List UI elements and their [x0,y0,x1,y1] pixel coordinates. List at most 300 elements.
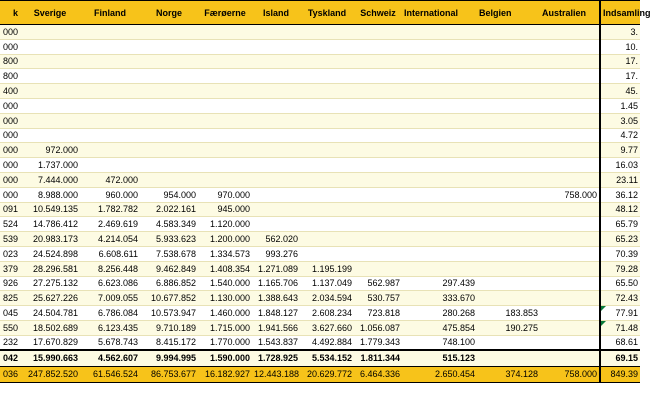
table-cell[interactable] [252,98,300,113]
table-cell[interactable]: 825 [0,291,20,306]
table-cell[interactable] [477,172,540,187]
grand-total-cell[interactable]: 036 [0,366,20,382]
table-cell[interactable]: 562.020 [252,232,300,247]
table-cell[interactable] [402,202,477,217]
table-cell[interactable] [354,84,402,99]
table-cell[interactable]: 45. [600,84,640,99]
table-cell[interactable]: 1.388.643 [252,291,300,306]
table-cell[interactable] [198,25,252,40]
table-cell[interactable] [198,39,252,54]
table-cell[interactable] [402,172,477,187]
table-cell[interactable]: 1.334.573 [198,246,252,261]
table-cell[interactable] [140,84,198,99]
table-cell[interactable] [80,98,140,113]
table-cell[interactable]: 400 [0,84,20,99]
column-header-schweiz[interactable]: Schweiz [354,1,402,25]
grand-total-cell[interactable]: 849.39 [600,366,640,382]
table-cell[interactable]: 1.460.000 [198,306,252,321]
table-cell[interactable]: 3. [600,25,640,40]
table-cell[interactable] [354,25,402,40]
grand-total-cell[interactable]: 758.000 [540,366,600,382]
table-cell[interactable] [477,84,540,99]
table-cell[interactable] [252,69,300,84]
table-cell[interactable]: 530.757 [354,291,402,306]
table-cell[interactable]: 550 [0,320,20,335]
table-cell[interactable] [140,54,198,69]
table-cell[interactable] [140,113,198,128]
grand-total-cell[interactable]: 20.629.772 [300,366,354,382]
column-header-k[interactable]: k [0,1,20,25]
table-cell[interactable] [198,113,252,128]
table-cell[interactable]: 2.608.234 [300,306,354,321]
table-cell[interactable]: 5.933.623 [140,232,198,247]
table-cell[interactable]: 10.677.852 [140,291,198,306]
grand-total-cell[interactable]: 86.753.677 [140,366,198,382]
table-cell[interactable]: 2.469.619 [80,217,140,232]
table-cell[interactable]: 000 [0,39,20,54]
table-cell[interactable]: 190.275 [477,320,540,335]
table-cell[interactable] [300,25,354,40]
table-cell[interactable] [477,54,540,69]
table-cell[interactable] [20,113,80,128]
table-cell[interactable]: 48.12 [600,202,640,217]
sum-cell[interactable]: 1.811.344 [354,350,402,366]
table-cell[interactable] [252,54,300,69]
grand-total-cell[interactable]: 374.128 [477,366,540,382]
table-cell[interactable]: 6.123.435 [80,320,140,335]
table-cell[interactable] [402,187,477,202]
table-cell[interactable] [402,54,477,69]
table-cell[interactable]: 539 [0,232,20,247]
table-cell[interactable]: 1.200.000 [198,232,252,247]
table-cell[interactable] [140,172,198,187]
table-cell[interactable] [402,128,477,143]
table-cell[interactable]: 000 [0,128,20,143]
table-cell[interactable]: 000 [0,172,20,187]
table-cell[interactable] [252,39,300,54]
table-cell[interactable]: 4.72 [600,128,640,143]
table-cell[interactable]: 10.549.135 [20,202,80,217]
table-cell[interactable]: 524 [0,217,20,232]
table-cell[interactable]: 70.39 [600,246,640,261]
table-cell[interactable] [540,113,600,128]
table-cell[interactable]: 800 [0,69,20,84]
table-cell[interactable] [477,69,540,84]
table-cell[interactable] [20,84,80,99]
table-cell[interactable]: 945.000 [198,202,252,217]
table-cell[interactable] [300,187,354,202]
table-cell[interactable] [354,232,402,247]
sum-cell[interactable] [477,350,540,366]
table-cell[interactable]: 3.05 [600,113,640,128]
sum-cell[interactable]: 515.123 [402,350,477,366]
table-cell[interactable] [540,143,600,158]
table-cell[interactable]: 000 [0,113,20,128]
table-cell[interactable] [198,128,252,143]
table-cell[interactable] [198,54,252,69]
table-cell[interactable] [477,25,540,40]
table-cell[interactable] [354,143,402,158]
table-cell[interactable]: 10.573.947 [140,306,198,321]
table-cell[interactable]: 1.540.000 [198,276,252,291]
table-cell[interactable] [540,291,600,306]
table-cell[interactable] [80,39,140,54]
table-cell[interactable] [252,158,300,173]
sum-cell[interactable]: 1.728.925 [252,350,300,366]
table-cell[interactable]: 36.12 [600,187,640,202]
table-cell[interactable]: 475.854 [402,320,477,335]
grand-total-cell[interactable]: 12.443.188 [252,366,300,382]
table-cell[interactable] [540,306,600,321]
table-cell[interactable] [252,217,300,232]
table-cell[interactable] [477,335,540,350]
table-cell[interactable] [198,98,252,113]
table-cell[interactable]: 1.130.000 [198,291,252,306]
table-cell[interactable]: 17. [600,69,640,84]
table-cell[interactable] [477,98,540,113]
table-cell[interactable] [402,84,477,99]
table-cell[interactable]: 1.45 [600,98,640,113]
table-cell[interactable]: 562.987 [354,276,402,291]
table-cell[interactable] [354,98,402,113]
table-cell[interactable]: 1.782.782 [80,202,140,217]
table-cell[interactable]: 14.786.412 [20,217,80,232]
table-cell[interactable] [198,84,252,99]
table-cell[interactable]: 7.009.055 [80,291,140,306]
table-cell[interactable]: 7.538.678 [140,246,198,261]
table-cell[interactable] [140,143,198,158]
table-cell[interactable] [252,25,300,40]
table-cell[interactable]: 24.504.781 [20,306,80,321]
column-header-sverige[interactable]: Sverige [20,1,80,25]
table-cell[interactable]: 17.670.829 [20,335,80,350]
table-cell[interactable]: 27.275.132 [20,276,80,291]
table-cell[interactable] [402,158,477,173]
table-cell[interactable]: 28.296.581 [20,261,80,276]
grand-total-cell[interactable]: 16.182.927 [198,366,252,382]
table-cell[interactable] [80,113,140,128]
table-cell[interactable]: 65.79 [600,217,640,232]
table-cell[interactable]: 297.439 [402,276,477,291]
table-cell[interactable] [252,128,300,143]
table-cell[interactable] [477,143,540,158]
table-cell[interactable] [540,158,600,173]
table-cell[interactable]: 72.43 [600,291,640,306]
table-cell[interactable] [80,69,140,84]
table-cell[interactable]: 17. [600,54,640,69]
table-cell[interactable] [540,261,600,276]
table-cell[interactable]: 71.48 [600,320,640,335]
table-cell[interactable]: 9.710.189 [140,320,198,335]
table-cell[interactable]: 6.886.852 [140,276,198,291]
table-cell[interactable] [80,84,140,99]
table-cell[interactable] [540,98,600,113]
table-cell[interactable] [540,69,600,84]
table-cell[interactable] [540,320,600,335]
table-cell[interactable] [402,113,477,128]
table-cell[interactable] [354,39,402,54]
table-cell[interactable]: 333.670 [402,291,477,306]
table-cell[interactable]: 79.28 [600,261,640,276]
table-cell[interactable]: 183.853 [477,306,540,321]
table-cell[interactable] [80,54,140,69]
table-cell[interactable]: 1.941.566 [252,320,300,335]
sum-cell[interactable]: 9.994.995 [140,350,198,366]
table-cell[interactable]: 1.848.127 [252,306,300,321]
table-cell[interactable] [300,172,354,187]
table-cell[interactable]: 1.137.049 [300,276,354,291]
table-cell[interactable]: 4.583.349 [140,217,198,232]
table-cell[interactable] [198,69,252,84]
table-cell[interactable] [477,291,540,306]
table-cell[interactable]: 25.627.226 [20,291,80,306]
table-cell[interactable] [540,54,600,69]
table-cell[interactable]: 723.818 [354,306,402,321]
table-cell[interactable] [300,246,354,261]
table-cell[interactable]: 045 [0,306,20,321]
table-cell[interactable]: 8.988.000 [20,187,80,202]
table-cell[interactable] [140,98,198,113]
table-cell[interactable]: 091 [0,202,20,217]
table-cell[interactable] [198,172,252,187]
table-cell[interactable] [300,98,354,113]
table-cell[interactable]: 1.271.089 [252,261,300,276]
table-cell[interactable] [300,202,354,217]
sum-cell[interactable]: 5.534.152 [300,350,354,366]
table-cell[interactable]: 280.268 [402,306,477,321]
table-cell[interactable] [477,202,540,217]
table-cell[interactable] [402,232,477,247]
table-cell[interactable] [540,246,600,261]
table-cell[interactable] [354,172,402,187]
table-cell[interactable] [300,84,354,99]
table-cell[interactable] [80,128,140,143]
table-cell[interactable]: 954.000 [140,187,198,202]
table-cell[interactable]: 23.11 [600,172,640,187]
sum-cell[interactable]: 042 [0,350,20,366]
table-cell[interactable] [300,113,354,128]
table-cell[interactable]: 65.50 [600,276,640,291]
table-cell[interactable] [477,276,540,291]
table-cell[interactable] [300,69,354,84]
column-header-australien[interactable]: Australien [540,1,600,25]
table-cell[interactable]: 2.022.161 [140,202,198,217]
sum-cell[interactable]: 4.562.607 [80,350,140,366]
table-cell[interactable]: 16.03 [600,158,640,173]
table-cell[interactable]: 000 [0,187,20,202]
column-header-norge[interactable]: Norge [140,1,198,25]
table-cell[interactable] [540,335,600,350]
table-cell[interactable]: 000 [0,25,20,40]
table-cell[interactable] [300,54,354,69]
table-cell[interactable]: 65.23 [600,232,640,247]
table-cell[interactable] [140,25,198,40]
sum-cell[interactable]: 69.15 [600,350,640,366]
table-cell[interactable] [540,276,600,291]
table-cell[interactable]: 4.214.054 [80,232,140,247]
table-cell[interactable] [252,113,300,128]
table-cell[interactable] [477,187,540,202]
table-cell[interactable]: 748.100 [402,335,477,350]
table-cell[interactable]: 1.408.354 [198,261,252,276]
table-cell[interactable]: 023 [0,246,20,261]
table-cell[interactable]: 1.056.087 [354,320,402,335]
table-cell[interactable] [80,158,140,173]
table-cell[interactable] [540,128,600,143]
table-cell[interactable] [540,25,600,40]
table-cell[interactable] [252,143,300,158]
table-cell[interactable]: 8.415.172 [140,335,198,350]
table-cell[interactable]: 1.779.343 [354,335,402,350]
table-cell[interactable]: 960.000 [80,187,140,202]
table-cell[interactable] [477,128,540,143]
table-cell[interactable]: 970.000 [198,187,252,202]
table-cell[interactable]: 1.770.000 [198,335,252,350]
table-cell[interactable] [354,202,402,217]
table-cell[interactable] [540,84,600,99]
table-cell[interactable]: 926 [0,276,20,291]
table-cell[interactable] [20,39,80,54]
table-cell[interactable] [540,232,600,247]
table-cell[interactable] [477,113,540,128]
table-cell[interactable] [540,172,600,187]
table-cell[interactable] [354,246,402,261]
table-cell[interactable] [540,39,600,54]
table-cell[interactable] [540,202,600,217]
table-cell[interactable]: 68.61 [600,335,640,350]
grand-total-cell[interactable]: 2.650.454 [402,366,477,382]
table-cell[interactable] [354,113,402,128]
table-cell[interactable] [198,158,252,173]
table-cell[interactable]: 6.608.611 [80,246,140,261]
table-cell[interactable]: 6.623.086 [80,276,140,291]
table-cell[interactable] [402,143,477,158]
table-cell[interactable] [354,128,402,143]
table-cell[interactable] [20,98,80,113]
table-cell[interactable] [402,217,477,232]
column-header-belgien[interactable]: Belgien [477,1,540,25]
table-cell[interactable]: 1.165.706 [252,276,300,291]
table-cell[interactable] [20,128,80,143]
table-cell[interactable]: 4.492.884 [300,335,354,350]
table-cell[interactable]: 800 [0,54,20,69]
table-cell[interactable] [300,217,354,232]
table-cell[interactable]: 1.543.837 [252,335,300,350]
table-cell[interactable] [540,217,600,232]
sum-cell[interactable] [540,350,600,366]
table-cell[interactable]: 379 [0,261,20,276]
table-cell[interactable] [20,54,80,69]
table-cell[interactable]: 000 [0,143,20,158]
table-cell[interactable] [300,39,354,54]
column-header-finland[interactable]: Finland [80,1,140,25]
table-cell[interactable] [477,246,540,261]
table-cell[interactable]: 472.000 [80,172,140,187]
column-header-international[interactable]: International [402,1,477,25]
table-cell[interactable]: 1.195.199 [300,261,354,276]
table-cell[interactable] [20,25,80,40]
table-cell[interactable] [354,261,402,276]
table-cell[interactable]: 1.715.000 [198,320,252,335]
table-cell[interactable] [477,261,540,276]
table-cell[interactable]: 18.502.689 [20,320,80,335]
table-cell[interactable]: 000 [0,98,20,113]
table-cell[interactable] [402,69,477,84]
table-cell[interactable]: 993.276 [252,246,300,261]
table-cell[interactable] [402,98,477,113]
table-cell[interactable] [252,172,300,187]
table-cell[interactable]: 232 [0,335,20,350]
table-cell[interactable]: 24.524.898 [20,246,80,261]
table-cell[interactable]: 77.91 [600,306,640,321]
table-cell[interactable]: 972.000 [20,143,80,158]
table-cell[interactable] [477,158,540,173]
column-header-indsamling[interactable]: Indsamling [600,1,640,25]
table-cell[interactable] [402,246,477,261]
table-cell[interactable] [477,232,540,247]
table-cell[interactable] [140,69,198,84]
table-cell[interactable] [300,232,354,247]
table-cell[interactable]: 1.120.000 [198,217,252,232]
table-cell[interactable]: 000 [0,158,20,173]
table-cell[interactable] [80,25,140,40]
table-cell[interactable]: 6.786.084 [80,306,140,321]
table-cell[interactable] [354,54,402,69]
table-cell[interactable] [140,39,198,54]
grand-total-cell[interactable]: 61.546.524 [80,366,140,382]
table-cell[interactable] [252,202,300,217]
table-cell[interactable]: 10. [600,39,640,54]
grand-total-cell[interactable]: 247.852.520 [20,366,80,382]
table-cell[interactable]: 7.444.000 [20,172,80,187]
table-cell[interactable] [300,158,354,173]
table-cell[interactable]: 9.462.849 [140,261,198,276]
grand-total-cell[interactable]: 6.464.336 [354,366,402,382]
table-cell[interactable] [354,69,402,84]
table-cell[interactable]: 20.983.173 [20,232,80,247]
table-cell[interactable] [140,128,198,143]
table-cell[interactable] [477,217,540,232]
table-cell[interactable]: 1.737.000 [20,158,80,173]
table-cell[interactable] [80,143,140,158]
column-header-island[interactable]: Island [252,1,300,25]
sum-cell[interactable]: 15.990.663 [20,350,80,366]
table-cell[interactable] [402,39,477,54]
table-cell[interactable] [252,84,300,99]
table-cell[interactable]: 5.678.743 [80,335,140,350]
table-cell[interactable] [140,158,198,173]
table-cell[interactable]: 758.000 [540,187,600,202]
sum-cell[interactable]: 1.590.000 [198,350,252,366]
table-cell[interactable] [354,217,402,232]
table-cell[interactable] [20,69,80,84]
table-cell[interactable] [354,187,402,202]
table-cell[interactable] [252,187,300,202]
table-cell[interactable] [402,25,477,40]
table-cell[interactable] [354,158,402,173]
column-header-færøerne[interactable]: Færøerne [198,1,252,25]
table-cell[interactable]: 3.627.660 [300,320,354,335]
table-cell[interactable] [300,128,354,143]
table-cell[interactable]: 8.256.448 [80,261,140,276]
table-cell[interactable]: 9.77 [600,143,640,158]
table-cell[interactable] [477,39,540,54]
column-header-tyskland[interactable]: Tyskland [300,1,354,25]
table-cell[interactable] [300,143,354,158]
table-cell[interactable]: 2.034.594 [300,291,354,306]
table-cell[interactable] [198,143,252,158]
table-cell[interactable] [402,261,477,276]
